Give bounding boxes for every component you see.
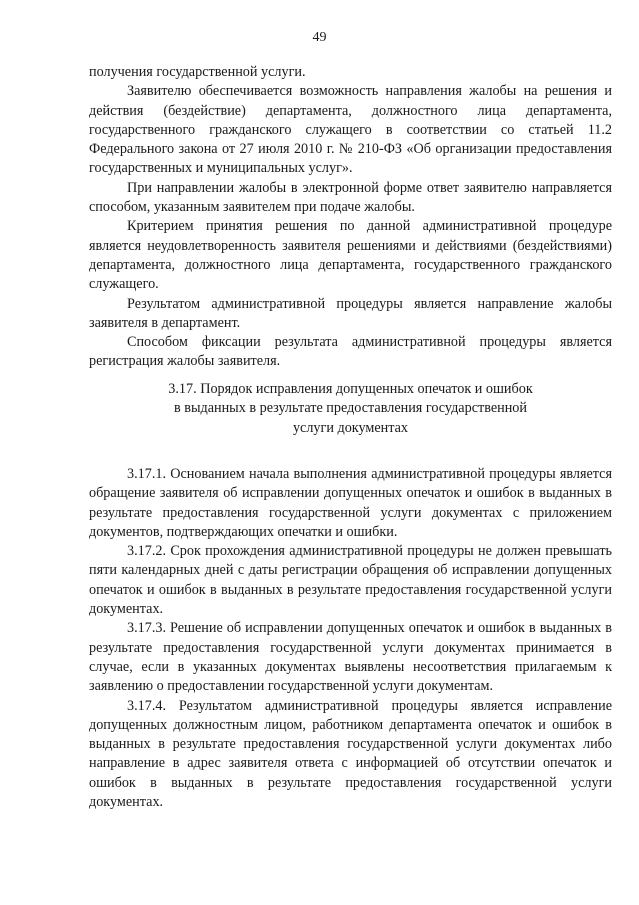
page-number: 49 — [312, 30, 327, 45]
section-body — [89, 465, 612, 812]
section-paragraph: 3.17.1. Основанием начала выполнения административной процедуры является обращение заявителя об исправлении допущенных опечаток и ошибок в выданных в результате предоставления государственной услуги документах с приложением документов, подтверждающих опечатки и ошибки. — [89, 466, 612, 540]
section-paragraph: 3.17.3. Решение об исправлении допущенных опечаток и ошибок в выданных в результате предоставления государственной услуги документах принимается в случае, если в указанных документах выявлены несоответствия прилагаемым к заявлению о предоставлении государственной услуги документам. — [89, 620, 612, 695]
paragraph: получения государственной услуги. — [89, 64, 306, 80]
section-heading-line: 3.17. Порядок исправления допущенных опечаток и ошибок — [168, 381, 533, 397]
paragraph: Результатом административной процедуры является направление жалобы заявителя в департамент. — [89, 295, 612, 331]
section-heading-line: в выданных в результате предоставления государственной — [174, 400, 527, 417]
paragraph: Критерием принятия решения по данной административной процедуре является неудовлетворенность заявителя решениями и действиями (бездействиями) департамента, должностного лица департамента, государственного гражданского служащего. — [89, 218, 612, 293]
paragraph: Заявителю обеспечивается возможность направления жалобы на решения и действия (бездействие) департамента, должностного лица департамента, государственного гражданского служащего в соответствии со статьей 11.2 Федерального закона от 27 июля 2010 г. № 210-ФЗ «Об организации предоставления государственных и муниципальных услуг». — [89, 83, 612, 177]
paragraph: При направлении жалобы в электронной форме ответ заявителю направляется способом, указанным заявителем при подаче жалобы. — [89, 179, 612, 216]
section-paragraph: 3.17.2. Срок прохождения административной процедуры не должен превышать пяти календарных дней с даты регистрации обращения об исправлении допущенных опечаток и ошибок в выданных в результате предоставления государственной услуги документах. — [89, 543, 612, 618]
section-heading-line: услуги документах — [292, 419, 409, 436]
section-heading — [89, 380, 612, 438]
paragraph: Способом фиксации результата административной процедуры является регистрация жалобы заявителя. — [89, 334, 612, 370]
section-paragraph: 3.17.4. Результатом административной процедуры является исправление допущенных должностным лицом, работником департамента опечаток и ошибок в выданных в результате предоставления государственной услуги документах либо направление в адрес заявителя ответа с информацией об отсутствии опечаток и ошибок в выданных в результате предоставления государственной услуги документах. — [89, 697, 612, 811]
body-text-top — [89, 63, 612, 372]
